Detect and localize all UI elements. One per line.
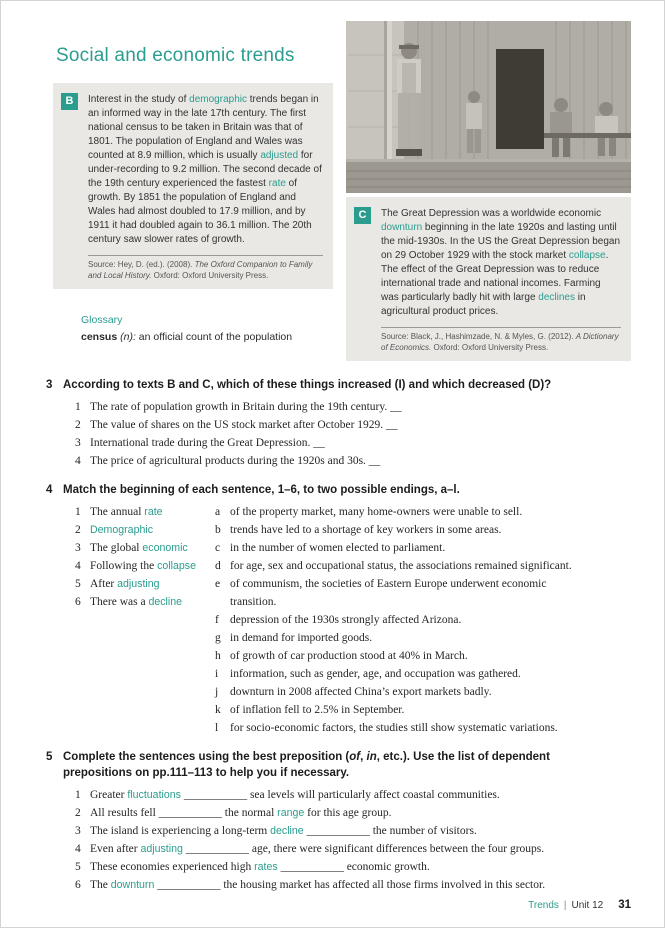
box-b-badge: B (61, 93, 78, 110)
page-title: Social and economic trends (56, 45, 295, 66)
highlighted-term: adjusting (140, 843, 183, 855)
item-text (230, 557, 641, 575)
item-text (90, 804, 641, 822)
sentence-ending (215, 539, 641, 557)
item-label: a (215, 506, 221, 518)
text-segment: Source: Black, J., Hashimzade, N. & Myles, G. (2012). (381, 332, 576, 341)
exercise-5-item (75, 840, 641, 858)
exercise-3-items (75, 398, 641, 470)
depression-photo (346, 21, 631, 193)
text-segment: of the property market, many home-owners were unable to sell. (230, 506, 523, 518)
item-label: 4 (75, 560, 81, 572)
text-segment: International trade during the Great Depression. __ (90, 437, 325, 449)
text-segment: , etc.). Use the list of dependent (376, 751, 550, 763)
text-segment: The (90, 879, 111, 891)
text-segment: Match the beginning of each sentence, 1–6, to two possible endings, a–l. (63, 484, 460, 496)
text-segment: According to texts B and C, which of these things increased (I) and which decreased (D)? (63, 379, 552, 391)
sentence-ending (215, 521, 641, 539)
exercise-4-beginnings (75, 503, 215, 737)
highlighted-term: demographic (189, 94, 247, 105)
box-b-source (88, 255, 323, 281)
highlighted-term: range (277, 807, 305, 819)
item-text (90, 434, 641, 452)
exercise-3-heading (63, 377, 551, 393)
sentence-ending (215, 665, 641, 683)
exercise-5-heading (63, 749, 550, 781)
exercise-4-columns (75, 503, 641, 737)
text-segment: The annual (90, 506, 145, 518)
text-segment: information, such as gender, age, and occupation was gathered. (230, 668, 521, 680)
item-label: b (215, 524, 221, 536)
item-text (230, 665, 641, 683)
text-segment: The island is experiencing a long-term (90, 825, 271, 837)
sentence-ending (215, 611, 641, 629)
text-segment: Oxford: Oxford University Press. (431, 342, 549, 352)
highlighted-term: fluctuations (127, 789, 181, 801)
sentence-ending (215, 557, 641, 575)
highlighted-term: rates (254, 861, 278, 873)
text-box-b (53, 83, 333, 289)
sentence-ending (215, 647, 641, 665)
text-segment: Oxford: Oxford University Press. (151, 270, 269, 280)
highlighted-term: decline (148, 596, 183, 608)
sentence-ending (215, 719, 641, 737)
glossary-entry (81, 330, 292, 345)
footer-unit-label: Unit 12 (571, 900, 604, 911)
item-text (90, 876, 641, 894)
item-text (230, 647, 641, 665)
item-text (90, 786, 641, 804)
item-label: 6 (75, 879, 81, 891)
text-segment: of (349, 751, 361, 763)
exercise-3-item (75, 416, 641, 434)
sentence-beginning (75, 593, 215, 611)
item-text (90, 398, 641, 416)
item-label: 2 (75, 419, 81, 431)
item-label: l (215, 722, 219, 734)
text-segment: The value of shares on the US stock market after October 1929. __ (90, 419, 398, 431)
text-segment: ___________ the housing market has affected all those firms involved in this sector. (154, 879, 546, 891)
text-box-c (346, 197, 631, 361)
item-text (230, 503, 641, 521)
highlighted-term: declines (538, 292, 575, 303)
item-label: g (215, 632, 221, 644)
exercises (46, 377, 641, 906)
exercise-5-item (75, 858, 641, 876)
exercise-5 (46, 749, 641, 894)
text-segment: These economies experienced high (90, 861, 255, 873)
box-c-source (381, 327, 621, 353)
item-text (230, 719, 641, 737)
item-text (90, 858, 641, 876)
item-text (90, 452, 641, 470)
footer-page-number: 31 (618, 899, 631, 911)
item-label: 4 (75, 455, 81, 467)
text-segment: downturn in 2008 affected China’s export markets badly. (230, 686, 492, 698)
text-segment: Greater (90, 789, 128, 801)
footer-divider: | (563, 900, 567, 911)
sentence-ending (215, 701, 641, 719)
exercise-4-heading (63, 482, 460, 498)
exercise-3-number: 3 (46, 379, 53, 391)
highlighted-term: rate (144, 506, 163, 518)
item-text (230, 611, 641, 629)
text-segment: ___________ age, there were significant differences between the four groups. (182, 843, 545, 855)
exercise-5-item (75, 786, 641, 804)
highlighted-term: collapse (157, 560, 196, 572)
item-text (230, 575, 641, 611)
sentence-beginning (75, 557, 215, 575)
item-text (90, 593, 215, 611)
text-segment: for this age group. (304, 807, 392, 819)
text-segment: All results fell ___________ the normal (90, 807, 278, 819)
item-text (90, 521, 215, 539)
box-c-text (381, 207, 621, 319)
highlighted-term: downturn (110, 879, 155, 891)
item-text (230, 683, 641, 701)
text-segment: beginning in the late 1920s and lasting until the mid-1930s. In the US the Great Depression began on 29 October 1929 with the stock market (381, 222, 621, 261)
item-label: e (215, 578, 221, 590)
text-segment: in demand for imported goods. (230, 632, 373, 644)
item-label: 2 (75, 524, 81, 536)
item-label: j (215, 686, 219, 698)
highlighted-term: decline (270, 825, 304, 837)
text-segment: , (360, 751, 367, 763)
text-segment: After (90, 578, 118, 590)
item-label: 5 (75, 861, 81, 873)
text-segment: ___________ economic growth. (277, 861, 430, 873)
text-segment: in agricultural product prices. (381, 292, 586, 317)
item-label: 5 (75, 578, 81, 590)
text-segment: in (366, 751, 377, 763)
text-segment: (n): (117, 331, 136, 343)
highlighted-term: downturn (381, 222, 423, 233)
sentence-beginning (75, 539, 215, 557)
sentence-ending (215, 503, 641, 521)
highlighted-term: adjusting (117, 578, 160, 590)
item-label: k (215, 704, 221, 716)
exercise-5-item (75, 876, 641, 894)
text-segment: census (81, 331, 118, 343)
sentence-ending (215, 629, 641, 647)
highlighted-term: collapse (568, 250, 606, 261)
highlighted-term: adjusted (260, 150, 299, 161)
text-segment: Interest in the study of (88, 94, 190, 105)
text-segment: . The effect of the Great Depression was to reduce international trade and national incomes. Farming was particularly badly hit with large (381, 250, 609, 303)
exercise-4-number: 4 (46, 484, 53, 496)
exercise-3-item (75, 398, 641, 416)
box-c-badge: C (354, 207, 371, 224)
text-segment: prepositions on pp.111–113 to help you if necessary. (63, 767, 350, 779)
item-text (90, 416, 641, 434)
item-text (230, 539, 641, 557)
item-label: f (215, 614, 219, 626)
text-segment: depression of the 1930s strongly affected Arizona. (230, 614, 462, 626)
exercise-5-item (75, 822, 641, 840)
text-segment: trends began in an informed way in the late 17th century. The first national census to be taken in Britain was that of 1801. The population of England and Wales was counted at 8.9 million, which is usually (88, 94, 319, 161)
item-text (90, 840, 641, 858)
item-label: 6 (75, 596, 81, 608)
exercise-5-item (75, 804, 641, 822)
text-segment: The Oxford Companion to Family and Local History. (88, 260, 313, 280)
text-segment: The global (90, 542, 143, 554)
text-segment: ___________ sea levels will particularly affect coastal communities. (180, 789, 500, 801)
item-text (90, 575, 215, 593)
item-label: i (215, 668, 219, 680)
exercise-3-item (75, 434, 641, 452)
item-label: 1 (75, 401, 81, 413)
text-segment: of growth of car production stood at 40% in March. (230, 650, 468, 662)
item-text (230, 629, 641, 647)
text-segment: ___________ the number of visitors. (303, 825, 477, 837)
item-label: 3 (75, 825, 81, 837)
photo-post (384, 21, 392, 179)
sentence-beginning (75, 521, 215, 539)
exercise-3-item (75, 452, 641, 470)
text-segment: for socio-economic factors, the studies still show systematic variations. (230, 722, 558, 734)
text-segment: There was a (90, 596, 149, 608)
text-segment: Source: Hey, D. (ed.). (2008). (88, 260, 195, 269)
item-text (90, 539, 215, 557)
text-segment: Even after (90, 843, 141, 855)
sentence-ending (215, 575, 641, 611)
text-segment: The rate of population growth in Britain during the 19th century. __ (90, 401, 402, 413)
item-label: 4 (75, 843, 81, 855)
sentence-beginning (75, 503, 215, 521)
text-segment: The price of agricultural products during the 1920s and 30s. __ (90, 455, 381, 467)
item-label: 2 (75, 807, 81, 819)
text-segment: for age, sex and occupational status, the associations remained significant. (230, 560, 572, 572)
item-text (90, 822, 641, 840)
exercise-4-endings (215, 503, 641, 737)
item-text (90, 557, 215, 575)
text-segment: Complete the sentences using the best preposition ( (63, 751, 350, 763)
highlighted-term: rate (268, 178, 286, 189)
text-segment: trends have led to a shortage of key workers in some areas. (230, 524, 502, 536)
text-segment: transition. (230, 596, 277, 608)
highlighted-term: Demographic (90, 524, 154, 536)
photo-porch-floor (346, 159, 631, 193)
sentence-ending (215, 683, 641, 701)
text-segment: A Dictionary of Economics. (381, 332, 619, 352)
text-segment: for under-recording to 9.2 million. The second decade of the 19th century experienced the fastest (88, 150, 322, 189)
item-label: 1 (75, 789, 81, 801)
text-segment: The Great Depression was a worldwide economic (381, 208, 602, 219)
item-text (90, 503, 215, 521)
text-segment: of growth. By 1851 the population of England and Wales had almost doubled to 17.9 million, and by 1911 it had doubled again to 36.1 million. The 20th century saw slower rates of growth. (88, 178, 312, 245)
exercise-3 (46, 377, 641, 470)
item-label: d (215, 560, 221, 572)
text-segment: of communism, the societies of Eastern Europe underwent economic (230, 578, 547, 590)
text-segment: an official count of the population (135, 331, 293, 343)
exercise-5-number: 5 (46, 751, 53, 763)
glossary-heading: Glossary (81, 314, 123, 326)
box-b-text (88, 93, 323, 247)
item-label: 1 (75, 506, 81, 518)
highlighted-term: economic (142, 542, 188, 554)
glossary (81, 313, 292, 345)
footer-section-name: Trends (528, 900, 559, 911)
item-text (230, 521, 641, 539)
item-label: 3 (75, 542, 81, 554)
exercise-5-items (75, 786, 641, 894)
item-text (230, 701, 641, 719)
exercise-4 (46, 482, 641, 737)
sentence-beginning (75, 575, 215, 593)
item-label: 3 (75, 437, 81, 449)
item-label: c (215, 542, 221, 554)
text-segment: in the number of women elected to parliament. (230, 542, 446, 554)
page-footer (528, 899, 631, 911)
text-segment: Following the (90, 560, 158, 572)
item-label: h (215, 650, 221, 662)
text-segment: of inflation fell to 2.5% in September. (230, 704, 405, 716)
